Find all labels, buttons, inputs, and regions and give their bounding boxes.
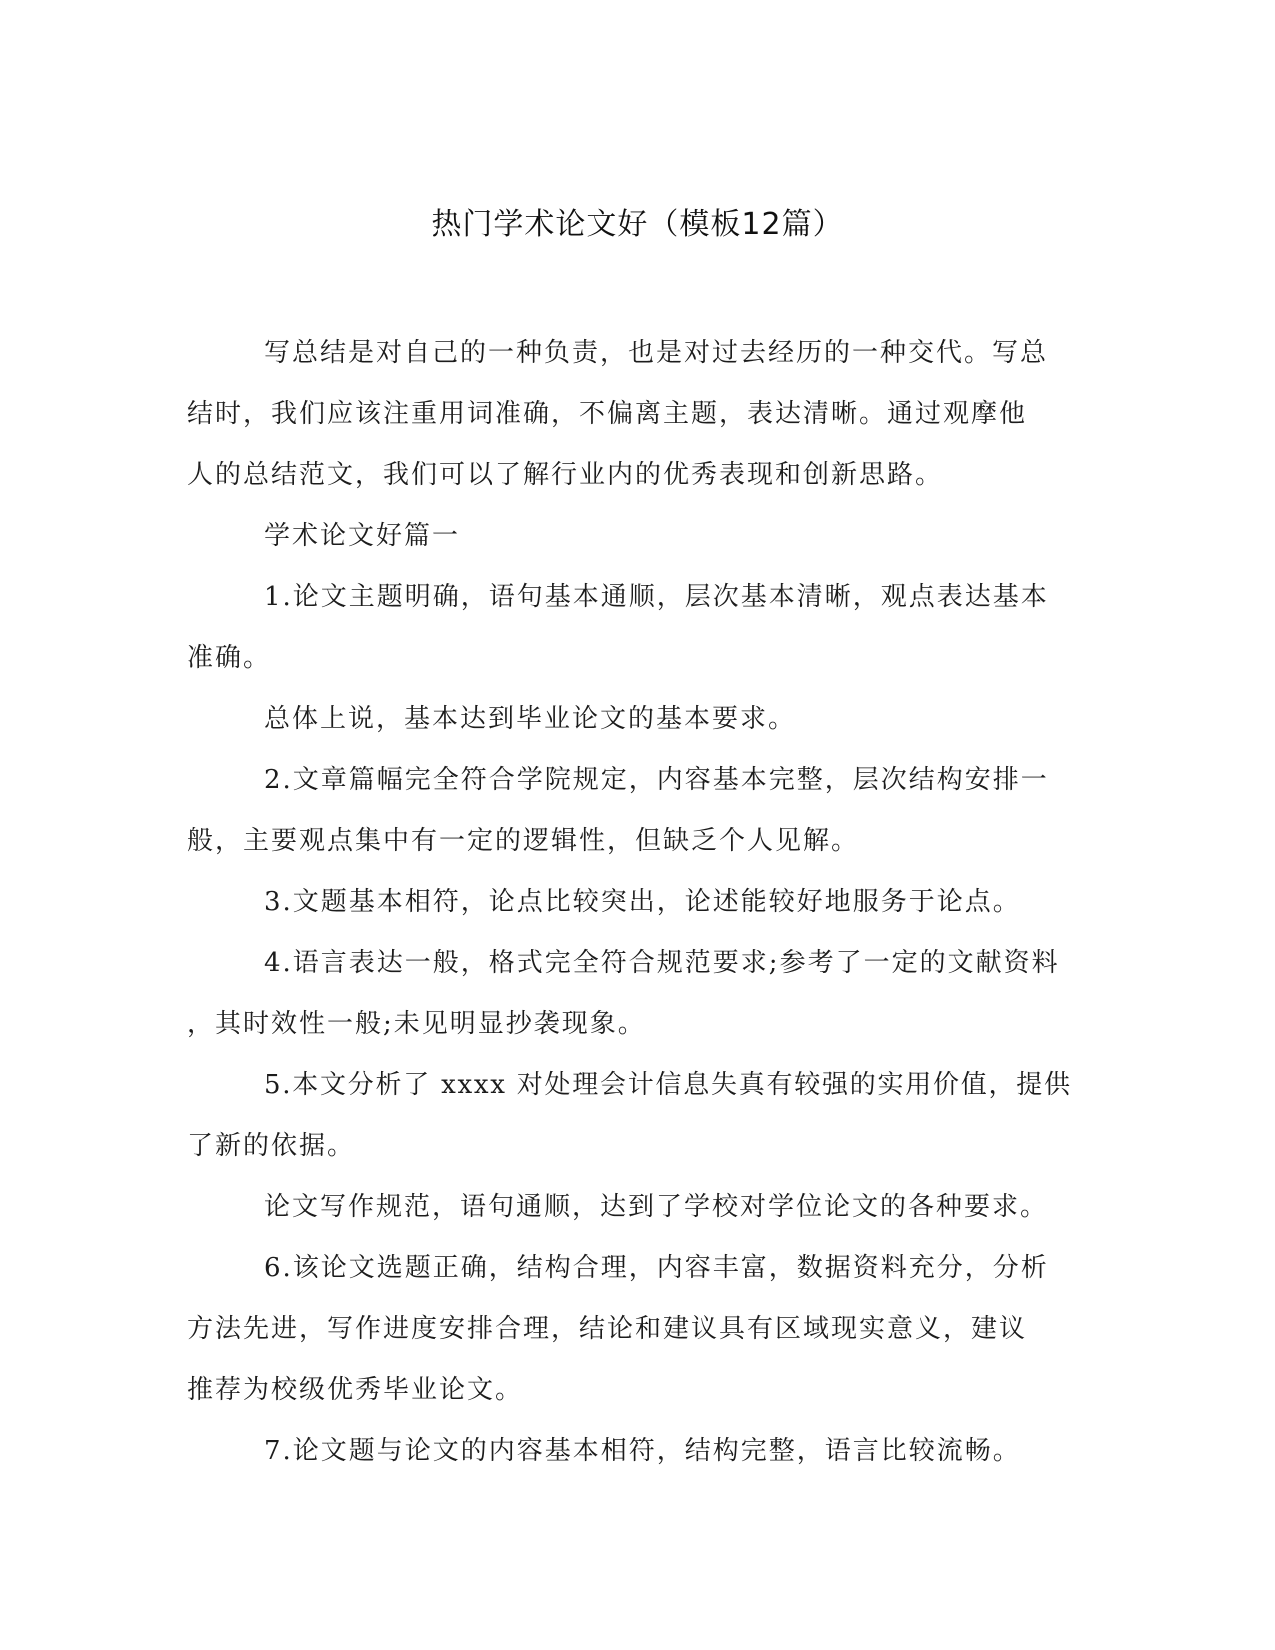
text-line: 7.论文题与论文的内容基本相符，结构完整，语言比较流畅。 bbox=[264, 1436, 1021, 1466]
text-line: 5.本文分析了 xxxx 对处理会计信息失真有较强的实用价值，提供 bbox=[264, 1070, 1072, 1100]
text-line: 1.论文主题明确，语句基本通顺，层次基本清晰，观点表达基本 bbox=[264, 582, 1049, 612]
text-line: 3.文题基本相符，论点比较突出，论述能较好地服务于论点。 bbox=[264, 887, 1021, 917]
text-line: 学术论文好篇一 bbox=[264, 521, 461, 551]
text-line: 结时，我们应该注重用词准确，不偏离主题，表达清晰。通过观摩他 bbox=[187, 399, 1028, 429]
text-line: ，其时效性一般;未见明显抄袭现象。 bbox=[187, 1009, 646, 1039]
document-body bbox=[187, 323, 1077, 1482]
text-line: 4.语言表达一般，格式完全符合规范要求;参考了一定的文献资料 bbox=[264, 948, 1060, 978]
text-line: 方法先进，写作进度安排合理，结论和建议具有区域现实意义，建议 bbox=[187, 1314, 1028, 1344]
document-title: 热门学术论文好（模板12篇） bbox=[431, 207, 844, 242]
text-line: 写总结是对自己的一种负责，也是对过去经历的一种交代。写总 bbox=[264, 338, 1049, 368]
text-line: 论文写作规范，语句通顺，达到了学校对学位论文的各种要求。 bbox=[264, 1192, 1049, 1222]
text-line: 般，主要观点集中有一定的逻辑性，但缺乏个人见解。 bbox=[187, 826, 860, 856]
text-line: 6.该论文选题正确，结构合理，内容丰富，数据资料充分，分析 bbox=[264, 1253, 1049, 1283]
text-line: 准确。 bbox=[187, 643, 272, 673]
text-line: 总体上说，基本达到毕业论文的基本要求。 bbox=[264, 704, 797, 734]
text-line: 了新的依据。 bbox=[187, 1131, 356, 1161]
text-line: 人的总结范文，我们可以了解行业内的优秀表现和创新思路。 bbox=[187, 460, 944, 490]
text-line: 2.文章篇幅完全符合学院规定，内容基本完整，层次结构安排一 bbox=[264, 765, 1049, 795]
text-line: 推荐为校级优秀毕业论文。 bbox=[187, 1375, 524, 1405]
